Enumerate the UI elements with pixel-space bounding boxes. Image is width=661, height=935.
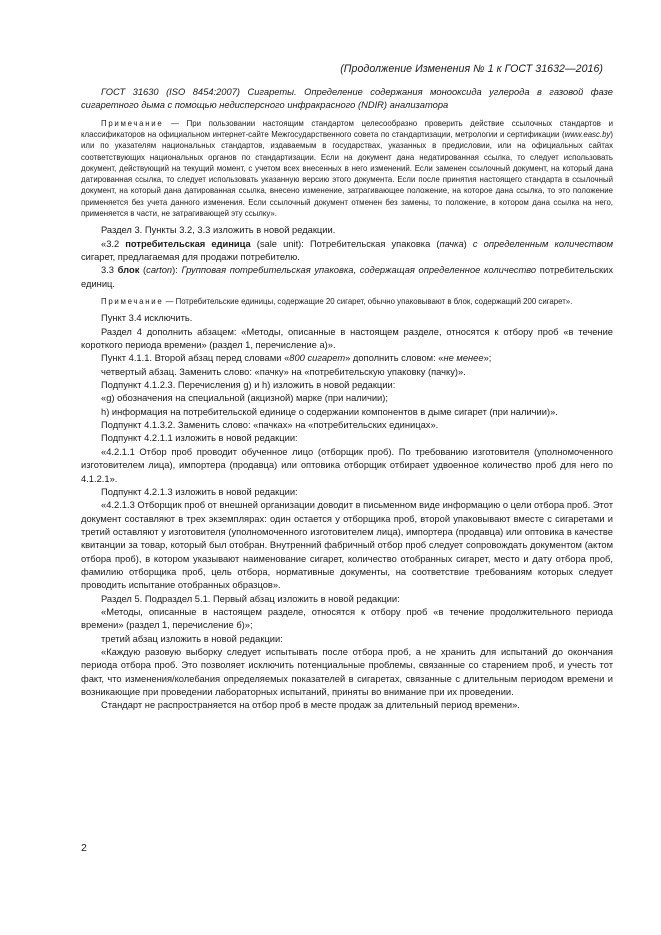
para-4-2-1-1-text: «4.2.1.1 Отбор проб проводит обученное лицо (отборщик проб). По требованию изготовителя (уполномоченного изготовителем лица), импортера (продавца) или оптовика отборщик отбирает удвоенное количество проб для него по 4.1.2.1».: [81, 446, 613, 484]
para-4-2-1-3-text: «4.2.1.3 Отборщик проб от внешней организации доводит в письменном виде информацию о цели отбора проб. Этот документ составляют в трех экземплярах: один остается у отборщика проб, второй упаковывают вместе с сигаретами и третий оставляют у изготовителя (уполномоченного изготовителем лица), импортера (продавца) или оптовика в качестве квитанции за товар, который был отобран. Внутренний фабричный отбор проб следует сопровождать документом (актом отбора проб), в котором указывают наименование сигарет, количество отобранных сигарет, место и дату отбора проб, фамилию отборщика проб, цель отбора, нормативные документы, на соответствие требованиям которых следует проводить испытание отобранных образцов».: [81, 500, 613, 591]
para-fourth-paragraph: четвертый абзац. Заменить слово: «пачку» на «потребительскую упаковку (пачку)».: [101, 366, 466, 377]
page-number: 2: [81, 842, 87, 854]
reference-title: ГОСТ 31630 (ISO 8454:2007) Сигареты. Определение содержания монооксида углерода в газовой фазе сигаретного дыма с помощью недисперсного инфракрасного (NDIR) анализатора: [81, 87, 613, 111]
para-term-3-3: 3.3 блок (carton): Групповая потребительская упаковка, содержащая определенное количество потребительских единиц.: [81, 265, 613, 289]
para-5-1-text: «Методы, описанные в настоящем разделе, относятся к отбору проб «в течение продолжительного периода времени» (раздел 1, перечисление б)»;: [81, 606, 613, 631]
para-4-2-1-1: Подпункт 4.2.1.1 изложить в новой редакции:: [101, 433, 298, 444]
para-4-1-3-2: Подпункт 4.1.3.2. Заменить слово: «пачках» на «потребительских единицах».: [101, 420, 439, 431]
para-item-h: h) информация на потребительской единице о содержании компонентов в дыме сигарет (при наличии)».: [101, 406, 558, 417]
running-header: (Продолжение Изменения № 1 к ГОСТ 31632—2016): [340, 63, 603, 75]
para-4-1-1: Пункт 4.1.1. Второй абзац перед словами «800 сигарет» дополнить словом: «не менее»;: [101, 353, 492, 364]
para-section3: Раздел 3. Пункты 3.2, 3.3 изложить в новой редакции.: [101, 225, 336, 236]
para-last: Стандарт не распространяется на отбор проб в месте продаж за длительный период времени».: [101, 700, 520, 711]
para-section4: Раздел 4 дополнить абзацем: «Методы, описанные в настоящем разделе, относятся к отбору проб «в течение короткого периода времени» (раздел 1, перечисление а)».: [81, 326, 613, 351]
para-item-g: «g) обозначения на специальной (акцизной) марке (при наличии);: [101, 393, 388, 404]
note-consumer-units: Примечание — Потребительские единицы, содержащие 20 сигарет, обычно упаковывают в блок, содержащий 200 сигарет».: [101, 297, 573, 307]
para-third-paragraph: третий абзац изложить в новой редакции:: [101, 633, 283, 644]
para-third-paragraph-text: «Каждую разовую выборку следует испытывать после отбора проб, а не хранить для испытаний до окончания периода отбора проб. Это позволяет исключить потенциальные проблемы, связанные со старением проб, и учесть тот факт, что изменения/колебания определяемых показателей в сигаретах, связанные с длительным периодом времени и возникающие при проведении лабораторных испытаний, приняты во внимание при их проведении.: [81, 646, 613, 697]
document-body: [81, 86, 613, 713]
para-3-4: Пункт 3.4 исключить.: [101, 313, 193, 324]
para-4-2-1-3: Подпункт 4.2.1.3 изложить в новой редакции:: [101, 486, 298, 497]
para-term-3-2: «3.2 потребительская единица (sale unit): Потребительская упаковка (пачка) с определенным количеством сигарет, предлагаемая для продажи потребителю.: [81, 238, 613, 263]
para-section5: Раздел 5. Подраздел 5.1. Первый абзац изложить в новой редакции:: [101, 593, 400, 604]
note-references: Примечание — При пользовании настоящим стандартом целесообразно проверить действие ссылочных стандартов и классификаторов на официальном интернет-сайте Межгосударственного совета по стандартизации, метрологии и сертификации (www.easc.by) или по указателям национальных стандартов, издаваемым в государствах, указанных в предисловии, или на официальных сайтах соответствующих национальных органов по стандартизации. Если на документ дана недатированная ссылка, то следует использовать документ, действующий на текущий момент, с учетом всех внесенных в него изменений. Если заменен ссылочный документ, на который дана датированная ссылка, то следует использовать указанную версию этого документа. Если после принятия настоящего стандарта в ссылочный документ, на который дана датированная ссылка, внесено изменение, затрагивающее положение, на которое дана ссылка, то это положение применяется без учета данного изменения. Если ссылочный документ отменен без замены, то положение, в котором дана ссылка на него, применяется в части, не затрагивающей эту ссылку».: [81, 118, 613, 219]
note-label: Примечание: [101, 118, 164, 128]
note-label: Примечание: [101, 297, 164, 307]
easc-url: www.easc.by: [564, 129, 611, 139]
para-4-1-2-3: Подпункт 4.1.2.3. Перечисления g) и h) изложить в новой редакции:: [101, 380, 396, 391]
